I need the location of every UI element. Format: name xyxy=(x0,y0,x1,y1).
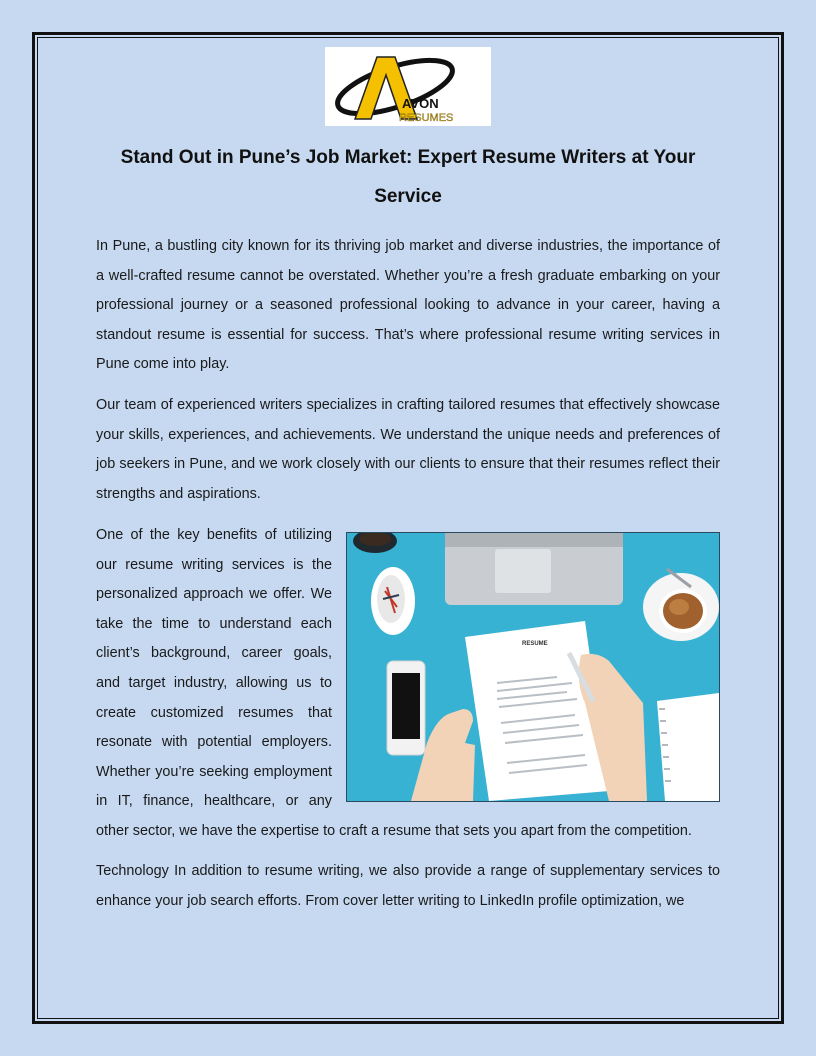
logo-text-resumes: RESUMES xyxy=(399,112,454,124)
resume-desk-photo xyxy=(346,532,720,802)
paragraph-intro: In Pune, a bustling city known for its thriving job market and diverse industries, the importance of a well-crafted resume cannot be overstated. Whether you’re a fresh graduate embarking on your professional journey or a seasoned professional looking to advance in your career, having a standout resume is essential for success. That’s where professional resume writing services in Pune come into play. xyxy=(96,238,720,373)
page-title: Stand Out in Pune’s Job Market: Expert Resume Writers at Your Service xyxy=(120,147,696,207)
avon-resumes-logo xyxy=(325,47,491,126)
paragraph-benefits-block xyxy=(96,521,720,847)
logo-text-avon: AVON xyxy=(402,96,439,111)
paragraph-team: Our team of experienced writers specializes in crafting tailored resumes that effectively showcase your skills, experiences, and achievements. We understand the unique needs and preferences of job seekers in Pune, and we work closely with our clients to ensure that their resumes reflect their strengths and aspirations. xyxy=(96,397,720,502)
paragraph-technology: Technology In addition to resume writing, we also provide a range of supplementary services to enhance your job search efforts. From cover letter writing to LinkedIn profile optimization, we xyxy=(96,863,720,909)
photo-resume-heading: RESUME xyxy=(522,641,548,647)
paragraph-benefits: One of the key benefits of utilizing our resume writing services is the personalized approach we offer. We take the time to understand each client’s background, career goals, and target industry, allowing us to create customized resumes that resonate with potential employers. Whether you’re seeking employment in IT, finance, healthcare, or any other sector, we have the expertise to craft a resume that sets you apart from the competition. xyxy=(96,527,692,839)
